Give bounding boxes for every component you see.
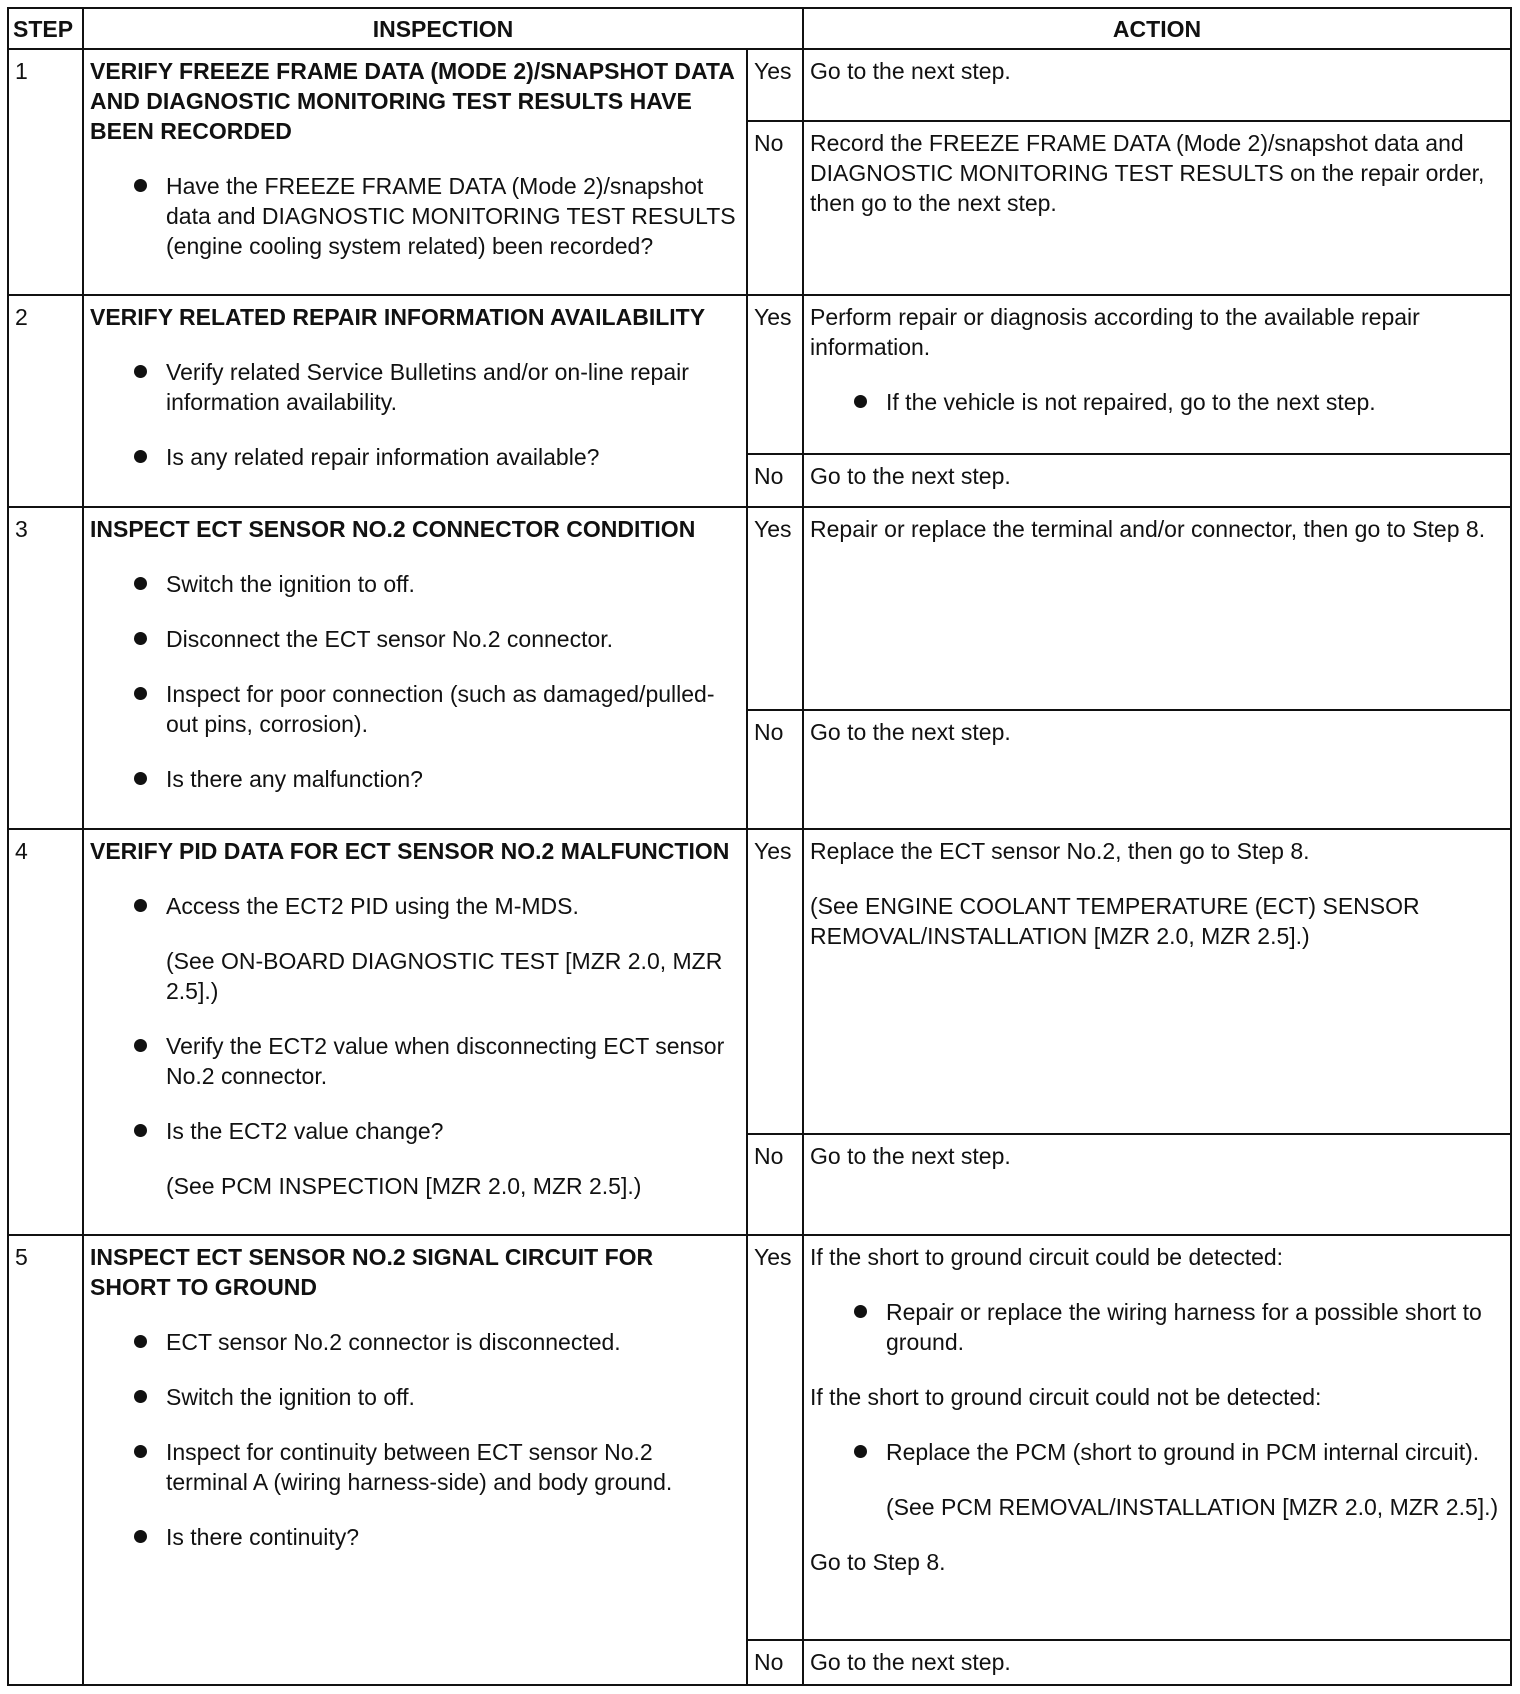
bullet-dot-icon [854,395,867,408]
bullet-dot-icon [134,632,147,645]
bullet-dot-icon [134,1530,147,1543]
inspection-cell [83,295,747,507]
no-label: No [747,1640,803,1685]
no-label: No [747,710,803,829]
action-header: ACTION [803,8,1511,49]
bullet-list [90,357,740,472]
bullet-dot-icon [134,1039,147,1052]
bullet-item: Replace the PCM (short to ground in PCM internal circuit). (See PCM REMOVAL/INSTALLATION [MZR 2.0, MZR 2.5].) [854,1437,1504,1522]
no-action: Go to the next step. [803,710,1511,829]
step-header: STEP [8,8,83,49]
bullet-dot-icon [134,1335,147,1348]
inspection-cell [83,507,747,829]
no-label: No [747,121,803,295]
step-number: 2 [8,295,83,507]
inspection-cell [83,49,747,295]
yes-action: If the short to ground circuit could be detected: Repair or replace the wiring harness for a possible short to ground. If the short to ground circuit could not be detected: Replace the PCM (short to ground in PCM internal circuit). (See PCM REMOVAL/INSTALLATION [MZR 2.0, MZR 2.5].) Go to Step 8. [803,1235,1511,1640]
bullet-dot-icon [134,772,147,785]
bullet-list [90,891,740,1201]
step-number: 1 [8,49,83,295]
table-row [8,49,1511,121]
bullet-item: Switch the ignition to off. [134,569,740,599]
table-row [8,507,1511,709]
no-action: Go to the next step. [803,1134,1511,1235]
bullet-list [810,1297,1504,1357]
bullet-dot-icon [134,179,147,192]
table-row [8,295,1511,453]
step-number: 4 [8,829,83,1235]
bullet-dot-icon [134,687,147,700]
yes-label: Yes [747,1235,803,1640]
no-action: Go to the next step. [803,1640,1511,1685]
yes-label: Yes [747,507,803,709]
bullet-item: If the vehicle is not repaired, go to the next step. [854,387,1504,417]
table-row [8,829,1511,1134]
bullet-dot-icon [854,1305,867,1318]
no-label: No [747,1134,803,1235]
step-title: INSPECT ECT SENSOR NO.2 CONNECTOR CONDITION [90,516,696,543]
step-title: VERIFY RELATED REPAIR INFORMATION AVAILABILITY [90,304,706,331]
no-action: Record the FREEZE FRAME DATA (Mode 2)/snapshot data and DIAGNOSTIC MONITORING TEST RESULTS on the repair order, then go to the next step. [803,121,1511,295]
bullet-item: Repair or replace the wiring harness for a possible short to ground. [854,1297,1504,1357]
bullet-item: Is there any malfunction? [134,764,740,794]
bullet-dot-icon [134,1445,147,1458]
bullet-item: Disconnect the ECT sensor No.2 connector. [134,624,740,654]
inspection-cell [83,1235,747,1685]
bullet-dot-icon [134,1124,147,1137]
bullet-item: Is the ECT2 value change? (See PCM INSPECTION [MZR 2.0, MZR 2.5].) [134,1116,740,1201]
yes-label: Yes [747,829,803,1134]
bullet-item: Have the FREEZE FRAME DATA (Mode 2)/snapshot data and DIAGNOSTIC MONITORING TEST RESULTS (engine cooling system related) been recorded? [134,171,740,261]
bullet-dot-icon [134,365,147,378]
no-label: No [747,454,803,508]
bullet-dot-icon [134,577,147,590]
yes-label: Yes [747,295,803,453]
yes-action: Go to the next step. [803,49,1511,121]
bullet-item: Is any related repair information available? [134,442,740,472]
bullet-list [90,1327,740,1552]
bullet-item: Access the ECT2 PID using the M-MDS. (See ON-BOARD DIAGNOSTIC TEST [MZR 2.0, MZR 2.5].) [134,891,740,1006]
bullet-item: Switch the ignition to off. [134,1382,740,1412]
bullet-dot-icon [134,450,147,463]
bullet-dot-icon [134,1390,147,1403]
diagnostic-procedure-table [7,7,1512,1686]
bullet-list [90,569,740,794]
bullet-item: Verify related Service Bulletins and/or on-line repair information availability. [134,357,740,417]
bullet-list [810,387,1504,417]
bullet-list [810,1437,1504,1522]
bullet-item: Verify the ECT2 value when disconnecting ECT sensor No.2 connector. [134,1031,740,1091]
step-number: 5 [8,1235,83,1685]
bullet-dot-icon [854,1445,867,1458]
table-row [8,1235,1511,1640]
step-title: INSPECT ECT SENSOR NO.2 SIGNAL CIRCUIT FOR SHORT TO GROUND [90,1244,654,1301]
yes-action: Repair or replace the terminal and/or connector, then go to Step 8. [803,507,1511,709]
table-header-row [8,8,1511,49]
inspection-header: INSPECTION [83,8,803,49]
bullet-item: Is there continuity? [134,1522,740,1552]
yes-action: Replace the ECT sensor No.2, then go to Step 8. (See ENGINE COOLANT TEMPERATURE (ECT) SENSOR REMOVAL/INSTALLATION [MZR 2.0, MZR 2.5].) [803,829,1511,1134]
step-number: 3 [8,507,83,829]
bullet-item: Inspect for poor connection (such as damaged/pulled-out pins, corrosion). [134,679,740,739]
yes-label: Yes [747,49,803,121]
step-title: VERIFY PID DATA FOR ECT SENSOR NO.2 MALFUNCTION [90,838,730,865]
bullet-dot-icon [134,899,147,912]
no-action: Go to the next step. [803,454,1511,508]
bullet-list [90,171,740,261]
step-title: VERIFY FREEZE FRAME DATA (MODE 2)/SNAPSHOT DATA AND DIAGNOSTIC MONITORING TEST RESULTS HAVE BEEN RECORDED [90,58,735,144]
bullet-item: ECT sensor No.2 connector is disconnected. [134,1327,740,1357]
inspection-cell [83,829,747,1235]
yes-action: Perform repair or diagnosis according to the available repair information. If the vehicle is not repaired, go to the next step. [803,295,1511,453]
bullet-item: Inspect for continuity between ECT sensor No.2 terminal A (wiring harness-side) and body ground. [134,1437,740,1497]
